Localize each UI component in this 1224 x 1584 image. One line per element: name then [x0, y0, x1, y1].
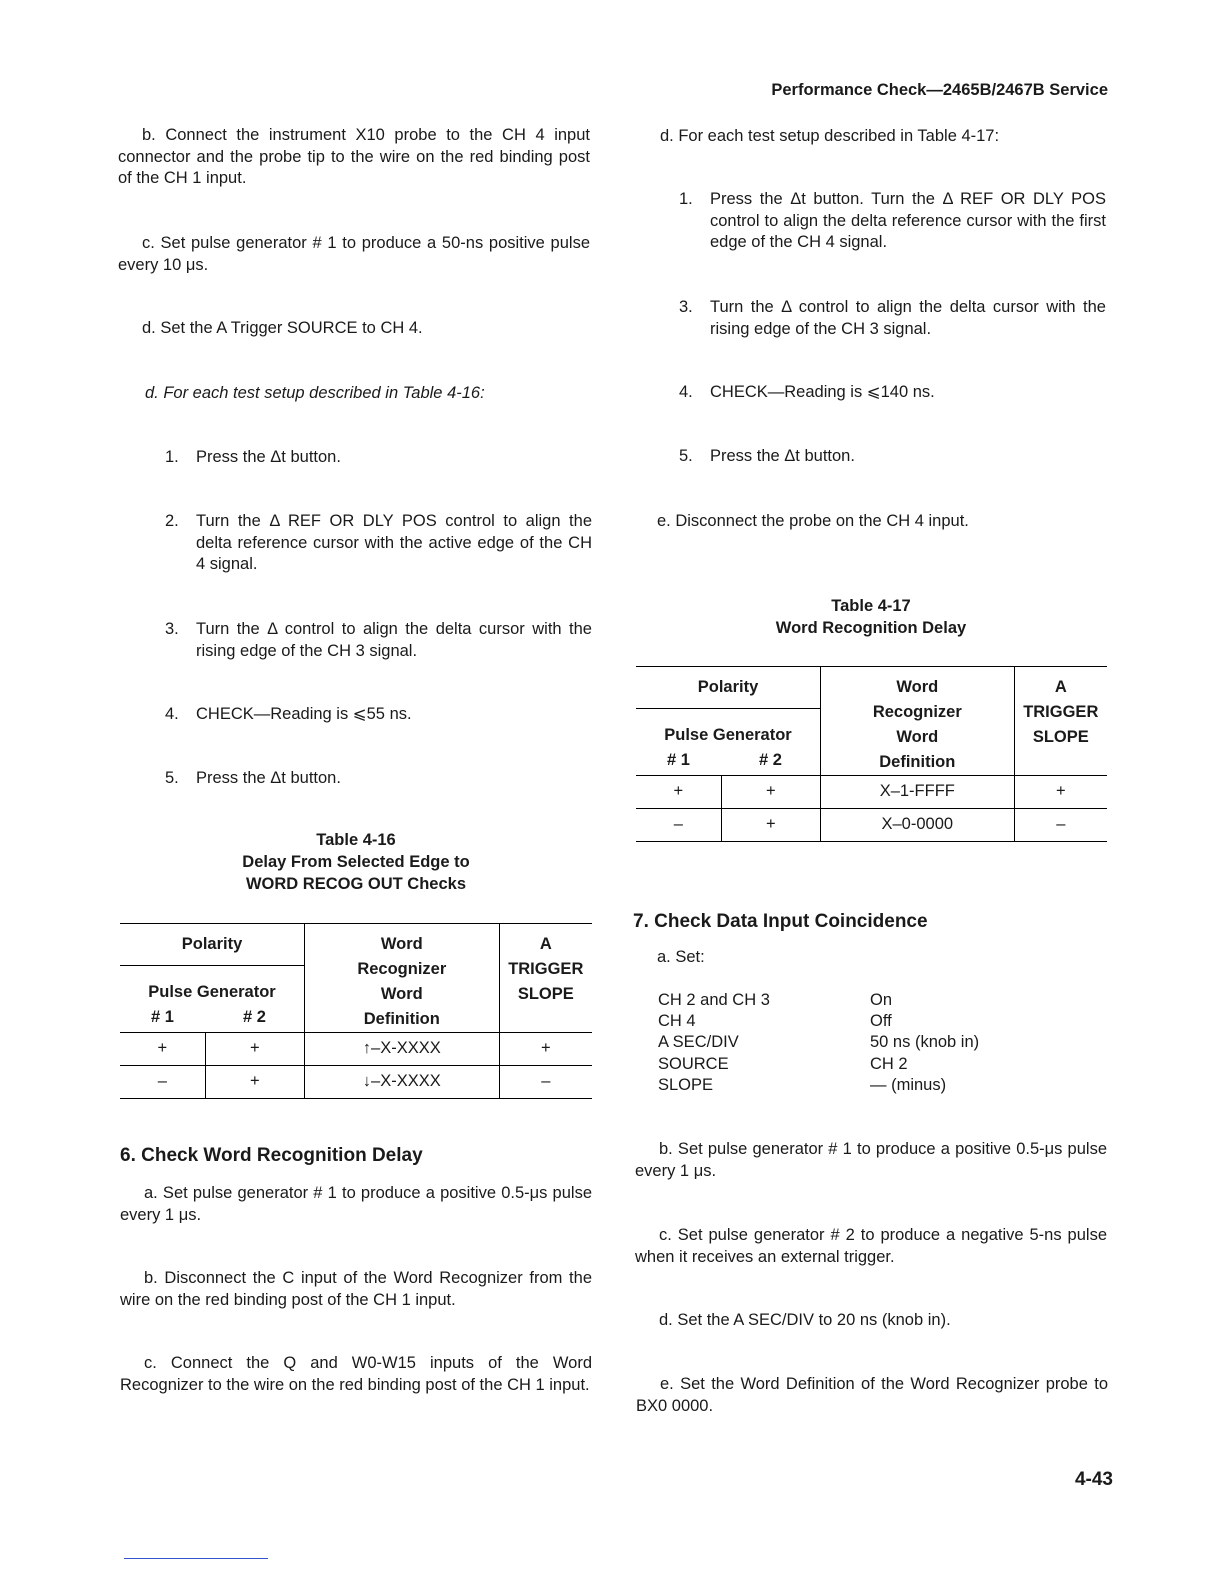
step-number: 3. — [679, 298, 693, 316]
col-1-label: # 1 — [667, 751, 690, 769]
cell-p1: + — [120, 1033, 205, 1066]
col-2-label: # 2 — [759, 751, 782, 769]
cell-slope: + — [1014, 776, 1107, 809]
cell-definition: ↓–X-XXXX — [305, 1066, 500, 1099]
step-number: 2. — [165, 512, 179, 530]
right-para-d: d. For each test setup described in Table 4-17: — [660, 127, 1000, 145]
setting-value: Off — [870, 1012, 892, 1030]
step-text: Turn the Δ control to align the delta cursor with the rising edge of the CH 3 signal. — [710, 298, 1106, 338]
step-number: 1. — [679, 190, 693, 208]
step-text: Press the Δt button. — [196, 448, 341, 466]
slope-line-3: SLOPE — [1032, 728, 1089, 746]
step-number: 4. — [165, 705, 179, 723]
setting-name: SLOPE — [658, 1076, 714, 1094]
cell-definition: X–1-FFFF — [821, 776, 1015, 809]
right-para-e: e. Disconnect the probe on the CH 4 input. — [657, 512, 969, 530]
table-row — [120, 1033, 592, 1066]
table-row — [120, 1066, 592, 1099]
table-header-slope — [499, 924, 592, 1033]
step-text: CHECK—Reading is ⩽140 ns. — [710, 383, 935, 401]
cell-p2: + — [205, 1033, 304, 1066]
slope-line-3: SLOPE — [517, 985, 574, 1003]
setting-value: — (minus) — [870, 1076, 947, 1094]
page-number: 4-43 — [1074, 1469, 1113, 1490]
col-1-label: # 1 — [151, 1008, 174, 1026]
left-para-d2: d. For each test setup described in Table 4-16: — [145, 384, 485, 402]
step-text: Press the Δt button. — [710, 447, 855, 465]
left-para-d1: d. Set the A Trigger SOURCE to CH 4. — [142, 319, 423, 337]
section-6-heading: 6. Check Word Recognition Delay — [120, 1145, 423, 1166]
step-number: 1. — [165, 448, 179, 466]
table-4-17-caption: Word Recognition Delay — [775, 619, 967, 637]
cell-slope: – — [499, 1066, 592, 1099]
step-text: CHECK—Reading is ⩽55 ns. — [196, 705, 412, 723]
section-6-para-a: a. Set pulse generator # 1 to produce a positive 0.5-μs pulse every 1 μs. — [120, 1184, 592, 1224]
table-4-16-caption-2: WORD RECOG OUT Checks — [245, 875, 467, 893]
step-text: Press the Δt button. Turn the Δ REF OR DLY POS control to align the delta reference cursor with the first edge of the CH 4 signal. — [710, 190, 1106, 251]
section-7-para-a: a. Set: — [657, 948, 705, 966]
word-line-2: Recognizer — [357, 960, 447, 978]
word-line-1: Word — [380, 935, 423, 953]
cell-slope: – — [1014, 809, 1107, 842]
cell-p1: – — [120, 1066, 205, 1099]
section-7-para-b: b. Set pulse generator # 1 to produce a positive 0.5-μs pulse every 1 μs. — [635, 1140, 1107, 1180]
cell-p1: – — [636, 809, 721, 842]
setting-value: 50 ns (knob in) — [870, 1033, 980, 1051]
table-header-polarity: Polarity — [120, 924, 305, 966]
table-4-17 — [636, 666, 1107, 842]
setting-name: CH 2 and CH 3 — [658, 991, 770, 1009]
setting-name: SOURCE — [658, 1055, 729, 1073]
step-text: Turn the Δ control to align the delta cursor with the rising edge of the CH 3 signal. — [196, 620, 592, 660]
section-6-para-c: c. Connect the Q and W0-W15 inputs of the Word Recognizer to the wire on the red binding post of the CH 1 input. — [120, 1354, 592, 1394]
section-7-para-e: e. Set the Word Definition of the Word Recognizer probe to BX0 0000. — [636, 1375, 1108, 1415]
section-6-para-b: b. Disconnect the C input of the Word Recognizer from the wire on the red binding post of the CH 1 input. — [120, 1269, 592, 1309]
pulse-generator-columns — [120, 1005, 304, 1030]
left-para-b: b. Connect the instrument X10 probe to the CH 4 input connector and the probe tip to the wire on the red binding post of the CH 1 input. — [118, 126, 590, 187]
step-number: 5. — [165, 769, 179, 787]
word-line-3: Word — [380, 985, 423, 1003]
pulse-generator-label: Pulse Generator — [148, 983, 276, 1001]
cell-p2: + — [721, 776, 820, 809]
step-text: Press the Δt button. — [196, 769, 341, 787]
cell-p2: + — [721, 809, 820, 842]
pulse-generator-columns — [636, 748, 820, 773]
slope-line-2: TRIGGER — [1023, 703, 1099, 721]
table-row — [636, 809, 1107, 842]
table-header-word — [305, 924, 500, 1033]
word-line-1: Word — [896, 678, 939, 696]
setting-name: CH 4 — [658, 1012, 696, 1030]
table-header-pulse-generator — [120, 966, 305, 1033]
word-line-4: Definition — [363, 1010, 440, 1028]
step-number: 4. — [679, 383, 693, 401]
setting-name: A SEC/DIV — [658, 1033, 739, 1051]
slope-line-1: A — [539, 935, 552, 953]
setting-value: CH 2 — [870, 1055, 908, 1073]
table-4-16-title: Table 4-16 — [316, 831, 396, 849]
cell-definition: X–0-0000 — [821, 809, 1015, 842]
table-header-polarity: Polarity — [636, 667, 821, 709]
footer-rule — [124, 1558, 268, 1559]
table-4-16 — [120, 923, 592, 1099]
table-header-slope — [1014, 667, 1107, 776]
running-header: Performance Check—2465B/2467B Service — [771, 81, 1108, 99]
left-para-c: c. Set pulse generator # 1 to produce a 50-ns positive pulse every 10 μs. — [118, 234, 590, 274]
table-header-pulse-generator — [636, 709, 821, 776]
section-7-para-d: d. Set the A SEC/DIV to 20 ns (knob in). — [659, 1311, 951, 1329]
word-line-3: Word — [896, 728, 939, 746]
word-line-2: Recognizer — [872, 703, 962, 721]
slope-line-2: TRIGGER — [508, 960, 584, 978]
table-4-17-title: Table 4-17 — [831, 597, 911, 615]
col-2-label: # 2 — [243, 1008, 266, 1026]
setting-value: On — [870, 991, 893, 1009]
word-line-4: Definition — [879, 753, 956, 771]
section-7-heading: 7. Check Data Input Coincidence — [633, 911, 928, 932]
cell-definition: ↑–X-XXXX — [305, 1033, 500, 1066]
section-7-para-c: c. Set pulse generator # 2 to produce a negative 5-ns pulse when it receives an external trigger. — [635, 1226, 1107, 1266]
slope-line-1: A — [1054, 678, 1067, 696]
step-number: 3. — [165, 620, 179, 638]
table-4-16-caption-1: Delay From Selected Edge to — [242, 853, 470, 871]
cell-slope: + — [499, 1033, 592, 1066]
pulse-generator-label: Pulse Generator — [664, 726, 792, 744]
step-text: Turn the Δ REF OR DLY POS control to align the delta reference cursor with the active edge of the CH 4 signal. — [196, 512, 592, 573]
step-number: 5. — [679, 447, 693, 465]
table-row — [636, 776, 1107, 809]
cell-p1: + — [636, 776, 721, 809]
table-header-word — [821, 667, 1015, 776]
cell-p2: + — [205, 1066, 304, 1099]
